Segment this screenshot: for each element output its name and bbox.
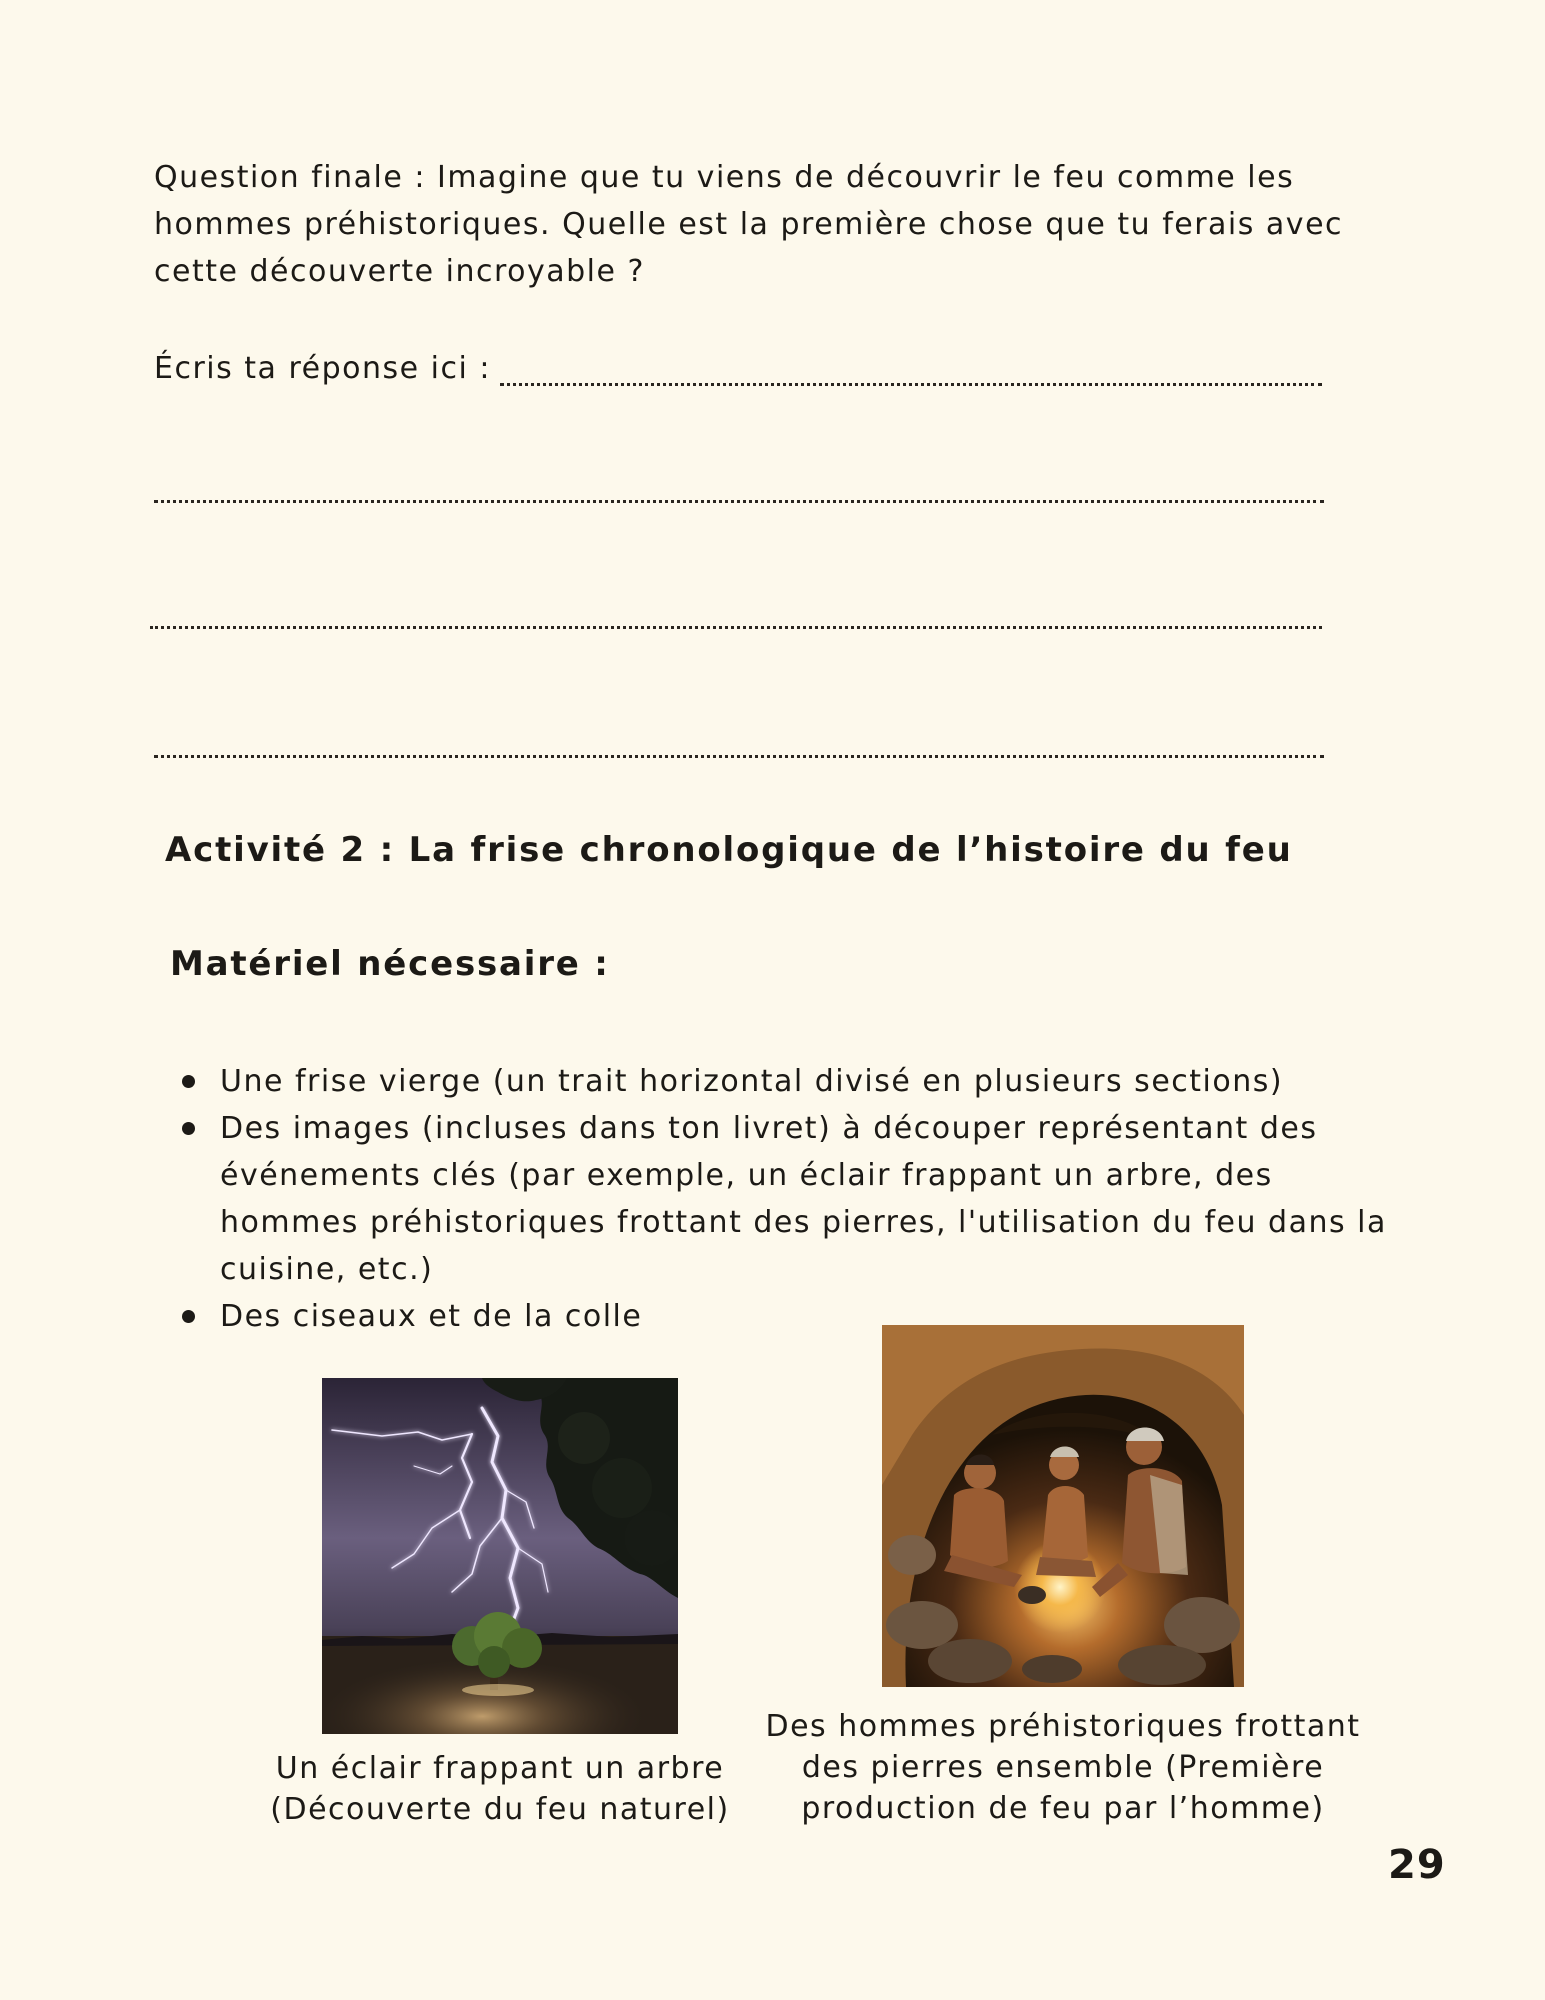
materiel-list <box>170 1058 1410 1340</box>
bullet-icon <box>182 1075 195 1088</box>
answer-line-3[interactable] <box>150 626 1322 629</box>
final-question: Question finale : Imagine que tu viens de découvrir le feu comme les hommes préhistoriques. Quelle est la première chose que tu ferais avec cette découverte incroyable ? <box>154 160 1344 289</box>
materiel-title: Matériel nécessaire : <box>170 944 610 984</box>
caption-line: (Découverte du feu naturel) <box>270 1792 730 1827</box>
list-item-text: Des images (incluses dans ton livret) à découper représentant des événements clés (par exemple, un éclair frappant un arbre, des hommes préhistoriques frottant des pierres, l'utilisation du feu dans la cuisine, etc.) <box>220 1111 1387 1287</box>
bullet-icon <box>182 1122 195 1135</box>
answer-line-2[interactable] <box>154 500 1324 503</box>
caption-line: des pierres ensemble (Première <box>801 1750 1325 1785</box>
list-item-text: Une frise vierge (un trait horizontal divisé en plusieurs sections) <box>220 1064 1284 1099</box>
lightning-tree-image <box>322 1378 678 1734</box>
answer-line-4[interactable] <box>154 755 1324 758</box>
caption-line: production de feu par l’homme) <box>801 1791 1325 1826</box>
prehistoric-caption <box>733 1706 1393 1829</box>
caption-line: Des hommes préhistoriques frottant <box>765 1709 1361 1744</box>
prehistoric-fire-image <box>882 1325 1244 1687</box>
bullet-icon <box>182 1310 195 1323</box>
list-item <box>170 1105 1410 1293</box>
activity-title: Activité 2 : La frise chronologique de l’histoire du feu <box>165 830 1293 870</box>
lightning-caption <box>180 1748 820 1830</box>
answer-line-1[interactable] <box>500 383 1322 386</box>
page-number: 29 <box>1388 1842 1446 1888</box>
caption-line: Un éclair frappant un arbre <box>275 1751 725 1786</box>
list-item-text: Des ciseaux et de la colle <box>220 1299 643 1334</box>
answer-label: Écris ta réponse ici : <box>154 351 491 386</box>
list-item <box>170 1058 1410 1105</box>
